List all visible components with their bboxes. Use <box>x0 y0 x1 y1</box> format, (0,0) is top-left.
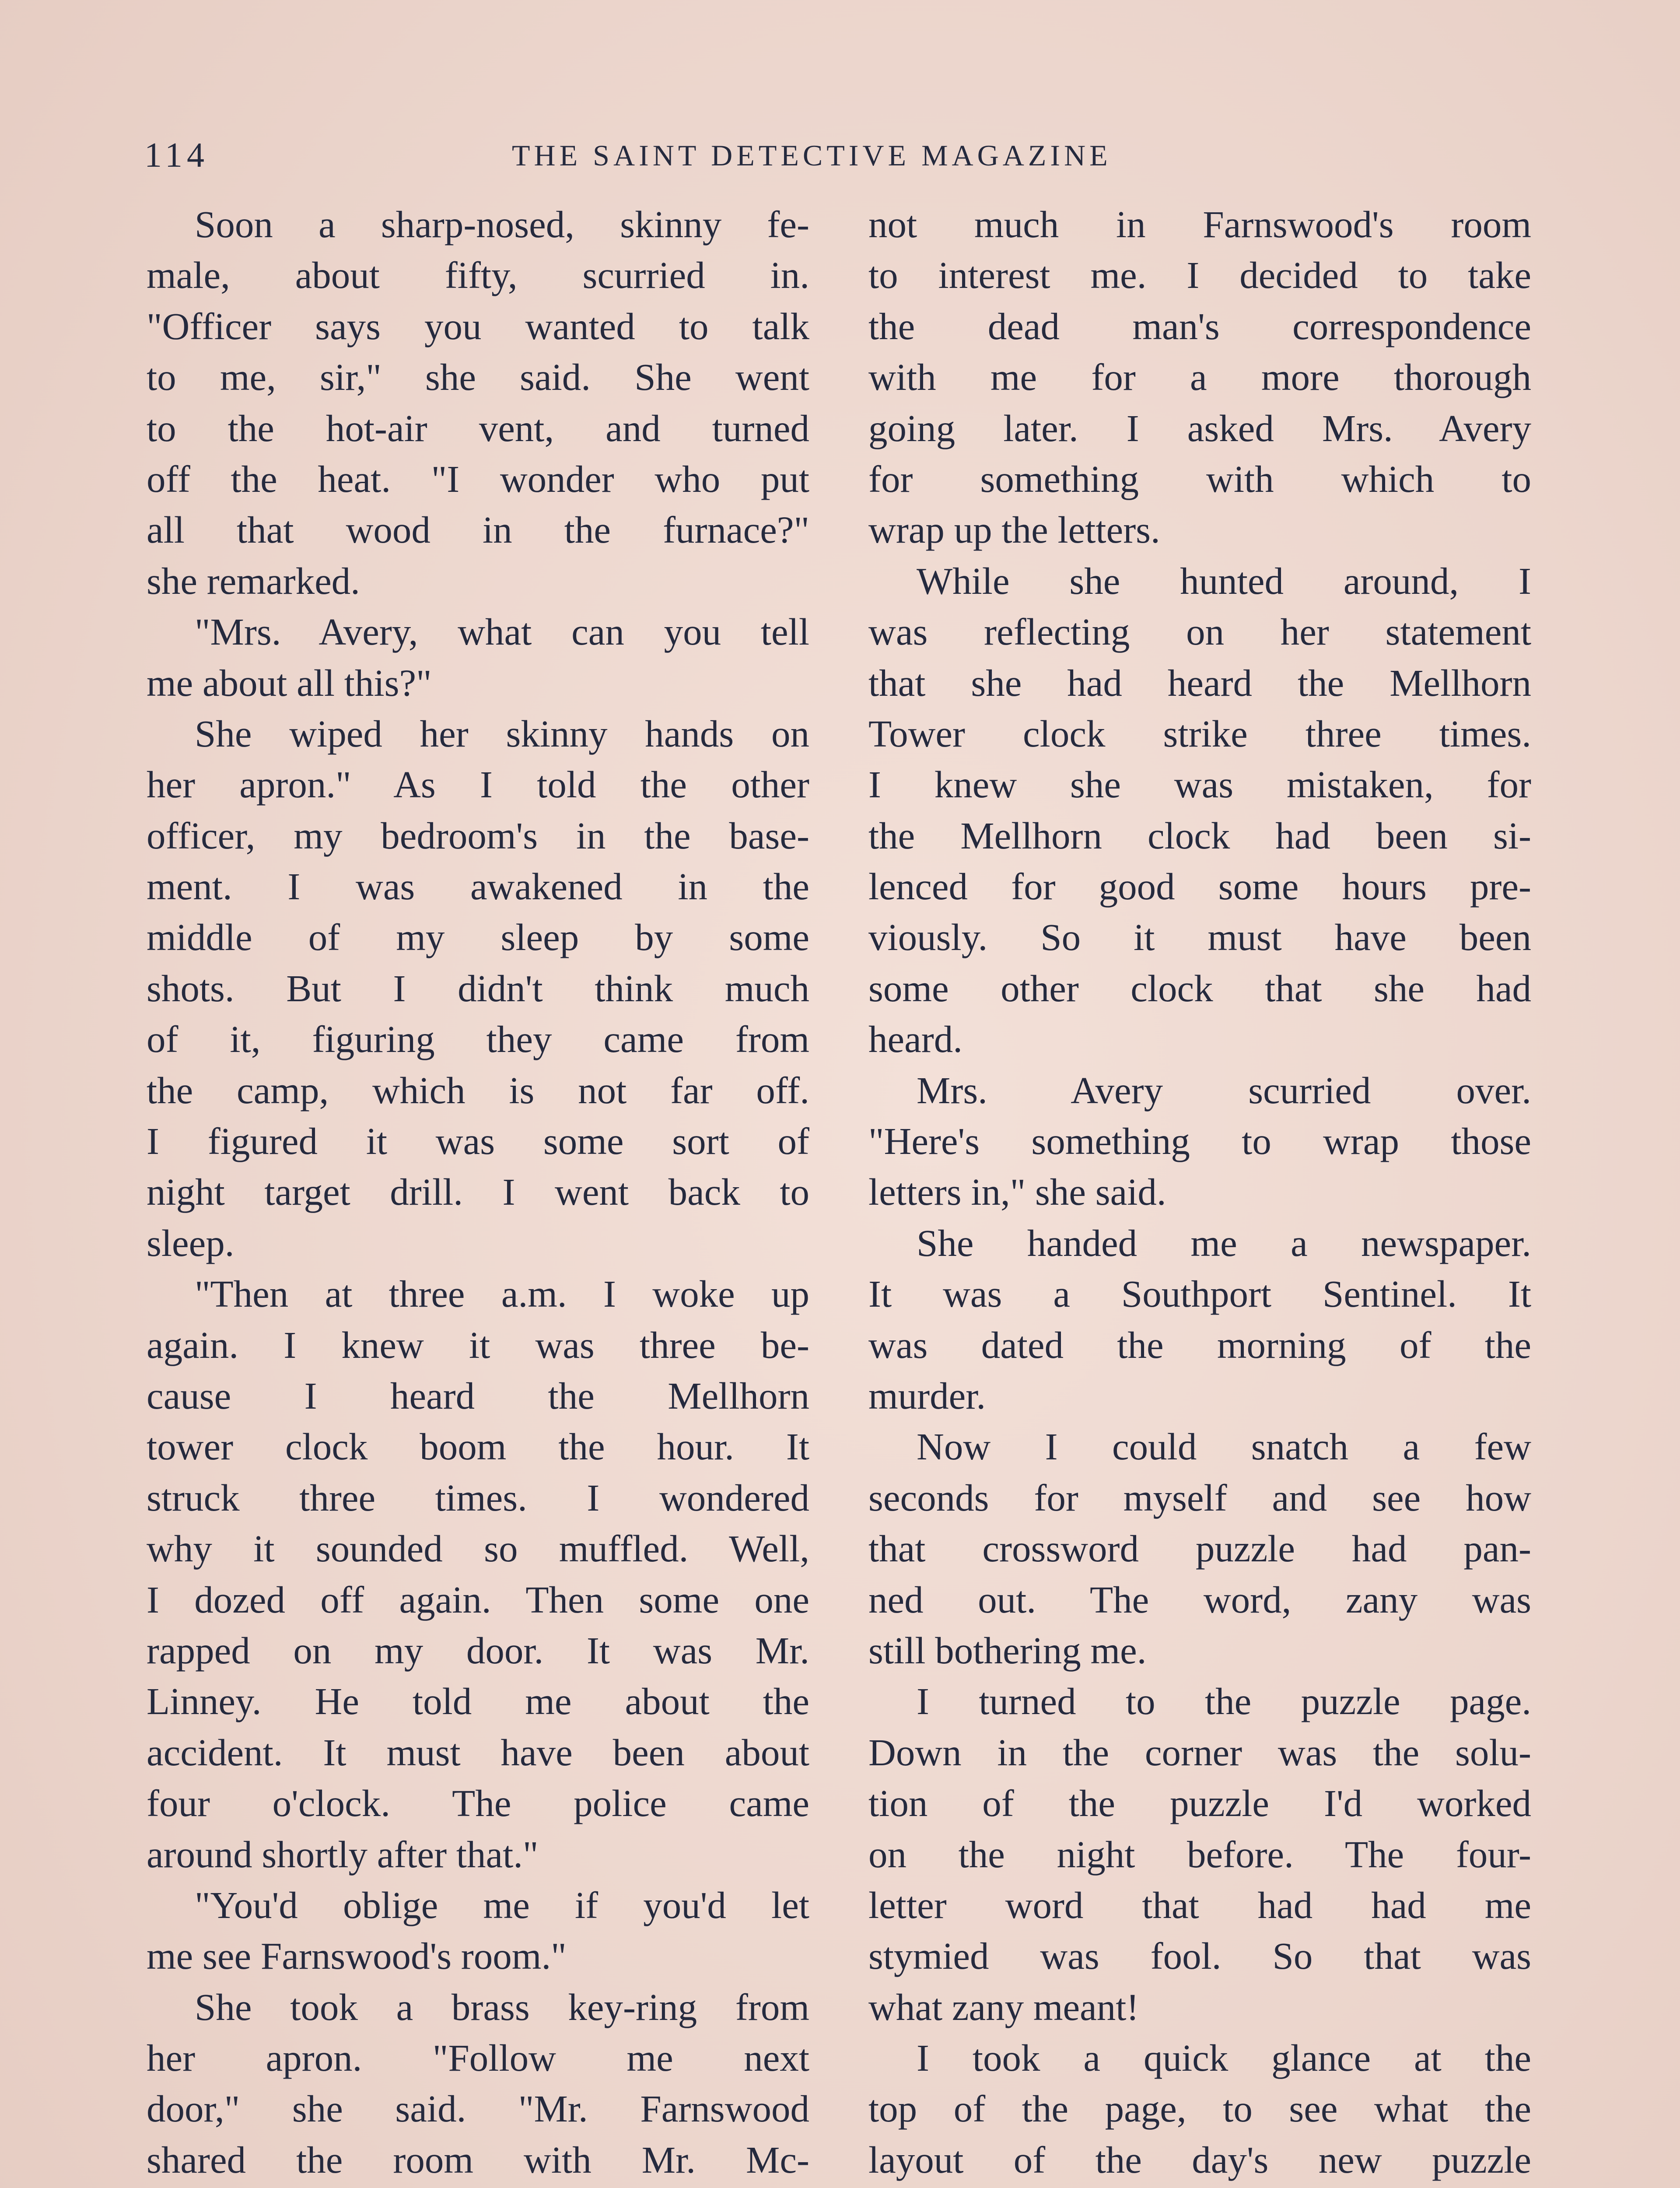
text-line: "You'd oblige me if you'd let <box>195 1883 809 1926</box>
text-line: for something with which to <box>868 457 1531 500</box>
text-line: why it sounded so muffled. Well, <box>147 1527 809 1570</box>
text-line: cause I heard the Mellhorn <box>147 1374 809 1417</box>
text-line: with me for a more thorough <box>868 356 1531 399</box>
text-line: Mrs. Avery scurried over. <box>917 1069 1531 1112</box>
text-line: I took a quick glance at the <box>917 2037 1531 2079</box>
text-line: ment. I was awakened in the <box>147 865 809 908</box>
text-line: "Mrs. Avery, what can you tell <box>195 610 809 653</box>
text-line: her apron." As I told the other <box>147 763 809 806</box>
text-line: viously. So it must have been <box>868 916 1531 959</box>
text-line: the Mellhorn clock had been si- <box>868 814 1531 857</box>
text-line <box>147 2185 809 2188</box>
text-line: four o'clock. The police came <box>147 1782 809 1825</box>
running-head: THE SAINT DETECTIVE MAGAZINE <box>512 139 1112 172</box>
text-line: Down in the corner was the solu- <box>868 1731 1531 1774</box>
text-line: some other clock that she had <box>868 967 1531 1010</box>
text-line: I knew she was mistaken, for <box>868 763 1531 806</box>
text-line: off the heat. "I wonder who put <box>147 457 809 500</box>
right-text-column <box>868 199 1531 2188</box>
text-line: officer, my bedroom's in the base- <box>147 814 809 857</box>
text-line: Linney. He told me about the <box>147 1680 809 1723</box>
text-line: She wiped her skinny hands on <box>195 712 809 755</box>
text-line: around shortly after that." <box>147 1833 539 1876</box>
text-line: While she hunted around, I <box>917 559 1531 602</box>
text-line: accident. It must have been about <box>147 1731 809 1774</box>
text-line: middle of my sleep by some <box>147 916 809 959</box>
text-line: shared the room with Mr. Mc- <box>147 2138 809 2181</box>
text-line: tion of the puzzle I'd worked <box>868 1782 1531 1825</box>
text-line: was reflecting on her statement <box>868 610 1531 653</box>
text-line: still bothering me. <box>868 1629 1147 1672</box>
text-line: what zany meant! <box>868 1985 1139 2028</box>
text-line: lenced for good some hours pre- <box>868 865 1531 908</box>
text-line: shots. But I didn't think much <box>147 967 809 1010</box>
text-line: letter word that had had me <box>868 1883 1531 1926</box>
text-line: ned out. The word, zany was <box>868 1578 1531 1621</box>
text-line: "Here's something to wrap those <box>868 1120 1531 1163</box>
text-line: wrap up the letters. <box>868 508 1160 551</box>
text-line: letters in," she said. <box>868 1171 1166 1213</box>
text-line: of it, figuring they came from <box>147 1018 809 1061</box>
text-line <box>868 2185 1531 2188</box>
text-line: going later. I asked Mrs. Avery <box>868 407 1531 449</box>
text-line: me about all this?" <box>147 661 432 704</box>
text-line: "Officer says you wanted to talk <box>147 305 809 347</box>
text-line: heard. <box>868 1018 962 1061</box>
text-line: me see Farnswood's room." <box>147 1935 567 1978</box>
page-number: 114 <box>144 136 209 175</box>
text-line: the camp, which is not far off. <box>147 1069 809 1112</box>
text-line: rapped on my door. It was Mr. <box>147 1629 809 1672</box>
text-line: again. I knew it was three be- <box>147 1323 809 1366</box>
text-line: to interest me. I decided to take <box>868 254 1531 297</box>
text-line: all that wood in the furnace?" <box>147 508 809 551</box>
text-line: the dead man's correspondence <box>868 305 1531 347</box>
text-line: that she had heard the Mellhorn <box>868 661 1531 704</box>
text-line: It was a Southport Sentinel. It <box>868 1273 1531 1315</box>
text-line: I dozed off again. Then some one <box>147 1578 809 1621</box>
text-line: seconds for myself and see how <box>868 1476 1531 1519</box>
text-line: top of the page, to see what the <box>868 2087 1531 2130</box>
page-header <box>144 131 1531 179</box>
text-line: Soon a sharp-nosed, skinny fe- <box>195 203 809 245</box>
text-line: on the night before. The four- <box>868 1833 1531 1876</box>
left-text-column <box>147 199 809 2188</box>
text-line: layout of the day's new puzzle <box>868 2138 1531 2181</box>
text-line: she remarked. <box>147 559 360 602</box>
text-line: murder. <box>868 1374 986 1417</box>
text-line: not much in Farnswood's room <box>868 203 1531 245</box>
text-line: sleep. <box>147 1221 234 1264</box>
text-line: struck three times. I wondered <box>147 1476 809 1519</box>
text-line: stymied was fool. So that was <box>868 1935 1531 1978</box>
text-line: She took a brass key-ring from <box>195 1985 809 2028</box>
text-line: I figured it was some sort of <box>147 1120 809 1163</box>
text-line: Now I could snatch a few <box>917 1425 1531 1468</box>
text-line: I turned to the puzzle page. <box>917 1680 1531 1723</box>
text-line: door," she said. "Mr. Farnswood <box>147 2087 809 2130</box>
text-line: She handed me a newspaper. <box>917 1221 1531 1264</box>
text-line: night target drill. I went back to <box>147 1171 809 1213</box>
text-line: to the hot-air vent, and turned <box>147 407 809 449</box>
text-line: her apron. "Follow me next <box>147 2037 809 2079</box>
text-line: to me, sir," she said. She went <box>147 356 809 399</box>
text-line: Tower clock strike three times. <box>868 712 1531 755</box>
text-line: that crossword puzzle had pan- <box>868 1527 1531 1570</box>
text-line: tower clock boom the hour. It <box>147 1425 809 1468</box>
text-line: "Then at three a.m. I woke up <box>195 1273 809 1315</box>
text-line: male, about fifty, scurried in. <box>147 254 809 297</box>
text-line: was dated the morning of the <box>868 1323 1531 1366</box>
